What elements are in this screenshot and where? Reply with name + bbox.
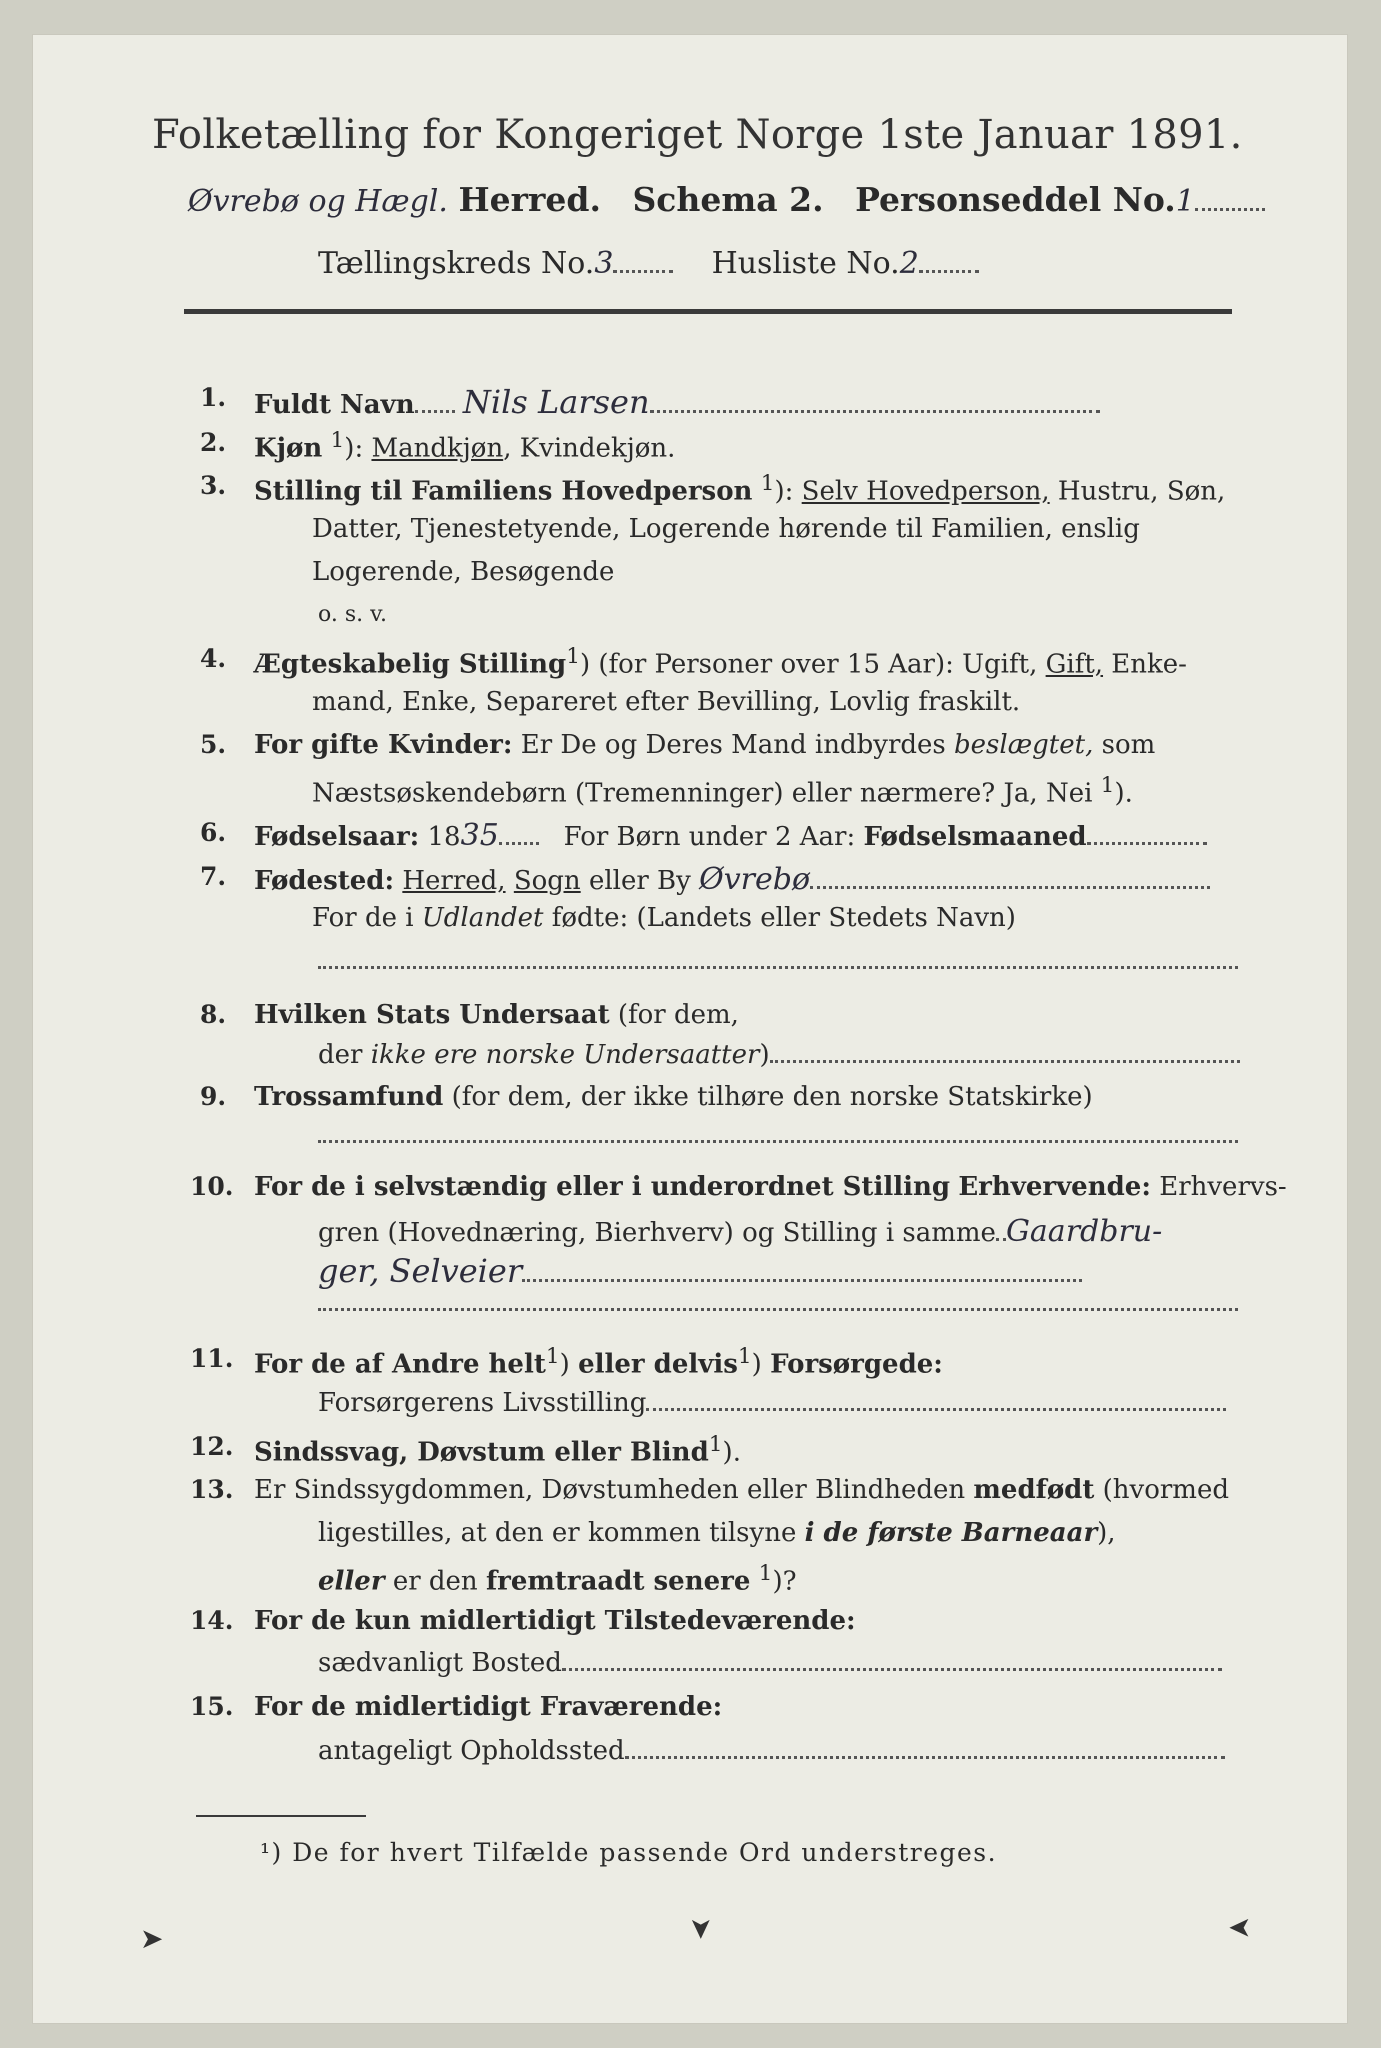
herred-handwritten: Øvrebø og Hægl. xyxy=(188,184,448,219)
q3-line2: Datter, Tjenestetyende, Logerende hørende til Familien, enslig xyxy=(312,514,1140,544)
husliste-number: 2 xyxy=(899,246,919,281)
q2-option-male: Mandkjøn xyxy=(371,433,504,464)
q15-line1: For de midlertidigt Fraværende: xyxy=(254,1692,723,1722)
q5-line2: Næstsøskendebørn (Tremenninger) eller nærmere? Ja, Nei $^1$). xyxy=(312,773,1133,809)
husliste-label: Husliste No. xyxy=(711,246,900,281)
q13-line1: Er Sindssygdommen, Døvstumheden eller Blindheden medfødt (hvormed xyxy=(254,1475,1229,1505)
registration-mark-center-icon: ➤ xyxy=(685,1916,719,1941)
q12-line: Sindssvag, Døvstum eller Blind$^1$). xyxy=(254,1432,741,1468)
q6-line: Fødselsaar: 1835 For Børn under 2 Aar: Fødselsmaaned xyxy=(254,818,1207,853)
q2-option-female: Kvindekjøn. xyxy=(519,433,676,464)
q3-line1: Stilling til Familiens Hovedperson $^1$): Selv Hovedperson, Hustru, Søn, xyxy=(254,471,1226,507)
q7-number: 7. xyxy=(200,862,227,891)
q7-label: Fødested: xyxy=(254,866,395,896)
q8-line1: Hvilken Stats Undersaat (for dem, xyxy=(254,1000,739,1030)
q9-line: Trossamfund (for dem, der ikke tilhøre den norske Statskirke) xyxy=(254,1082,1093,1112)
footnote-rule xyxy=(196,1815,366,1817)
q15-number: 15. xyxy=(190,1692,234,1721)
q8-label: Hvilken Stats Undersaat xyxy=(254,1000,610,1030)
q10-answer-1: Gaardbru- xyxy=(1005,1214,1163,1249)
q7-line1: Fødested: Herred, Sogn eller By Øvrebø xyxy=(254,862,1210,897)
q15-line2: antageligt Opholdssted xyxy=(318,1736,1225,1766)
q4-number: 4. xyxy=(200,644,227,673)
q10-number: 10. xyxy=(190,1172,234,1201)
registration-mark-left-icon: ➤ xyxy=(140,1922,164,1955)
q7-blank-line xyxy=(318,966,1238,969)
q1-answer: Nils Larsen xyxy=(462,383,650,421)
q14-number: 14. xyxy=(190,1606,234,1635)
herred-line xyxy=(188,180,1265,219)
q14-line1: For de kun midlertidigt Tilstedeværende: xyxy=(254,1606,856,1636)
header-divider xyxy=(184,309,1232,314)
q5-line1: For gifte Kvinder: Er De og Deres Mand indbyrdes beslægtet, som xyxy=(254,730,1156,760)
q11-line1: For de af Andre helt$^1$) eller delvis$^1$) Forsørgede: xyxy=(254,1344,943,1380)
q2-line: Kjøn $^1$): Mandkjøn, Kvindekjøn. xyxy=(254,428,676,464)
q4-line2: mand, Enke, Separeret efter Bevilling, Lovlig fraskilt. xyxy=(312,687,1021,717)
q10-line1: For de i selvstændig eller i underordnet Stilling Erhvervende: Erhvervs- xyxy=(254,1172,1287,1202)
q3-line3: Logerende, Besøgende xyxy=(312,557,615,587)
q13-line2: ligestilles, at den er kommen tilsyne i de første Barneaar), xyxy=(318,1518,1116,1548)
q12-number: 12. xyxy=(190,1432,234,1461)
q1-line xyxy=(254,383,1100,421)
q11-line2: Forsørgerens Livsstilling xyxy=(318,1388,1226,1418)
q5-number: 5. xyxy=(200,730,227,759)
q3-selected: Selv Hovedperson, xyxy=(801,476,1050,507)
q9-number: 9. xyxy=(200,1082,227,1111)
personseddel-number: 1 xyxy=(1175,184,1195,219)
schema-label: Schema 2. xyxy=(632,180,824,219)
q9-label: Trossamfund xyxy=(254,1082,444,1112)
q7-answer: Øvrebø xyxy=(699,862,811,897)
q5-label: For gifte Kvinder: xyxy=(254,730,513,760)
q13-line3: eller er den fremtraadt senere $^1$)? xyxy=(318,1561,797,1597)
q6-label: Fødselsaar: xyxy=(254,822,420,852)
q1-label: Fuldt Navn xyxy=(254,390,415,420)
q10-line2: gren (Hovednæring, Bierhverv) og Stilling i samme Gaardbru- xyxy=(318,1214,1163,1249)
q6-number: 6. xyxy=(200,818,227,847)
q3-line4: o. s. v. xyxy=(318,602,387,627)
q7-line2: For de i Udlandet fødte: (Landets eller Stedets Navn) xyxy=(312,903,1016,933)
personseddel-label: Personseddel No. xyxy=(855,180,1176,219)
q14-line2: sædvanligt Bosted xyxy=(318,1648,1222,1678)
q11-number: 11. xyxy=(190,1344,234,1373)
kreds-number: 3 xyxy=(594,246,614,281)
q13-number: 13. xyxy=(190,1475,234,1504)
herred-label: Herred. xyxy=(458,180,601,219)
q10-blank-line xyxy=(318,1308,1238,1311)
kreds-line xyxy=(318,246,979,281)
q4-label: Ægteskabelig Stilling xyxy=(254,649,567,680)
q4-selected: Gift, xyxy=(1045,649,1104,680)
q2-number: 2. xyxy=(200,428,227,457)
q3-label: Stilling til Familiens Hovedperson xyxy=(254,476,753,507)
q4-line1: Ægteskabelig Stilling$^1$) (for Personer over 15 Aar): Ugift, Gift, Enke- xyxy=(254,644,1187,680)
q8-number: 8. xyxy=(200,1000,227,1029)
q6-answer: 35 xyxy=(460,818,499,853)
q3-number: 3. xyxy=(200,471,227,500)
kreds-label: Tællingskreds No. xyxy=(318,246,595,281)
q10-answer-2: ger, Selveier xyxy=(318,1252,523,1290)
registration-mark-right-icon: ➤ xyxy=(1228,1912,1252,1945)
q2-label: Kjøn xyxy=(254,433,323,464)
q8-line2: der ikke ere norske Undersaatter) xyxy=(318,1040,1240,1070)
q1-number: 1. xyxy=(200,383,227,412)
q10-line3 xyxy=(318,1252,1082,1290)
q9-blank-line xyxy=(318,1140,1238,1143)
form-title: Folketælling for Kongeriget Norge 1ste Januar 1891. xyxy=(152,112,1243,158)
footnote: ¹) De for hvert Tilfælde passende Ord understreges. xyxy=(260,1838,998,1867)
